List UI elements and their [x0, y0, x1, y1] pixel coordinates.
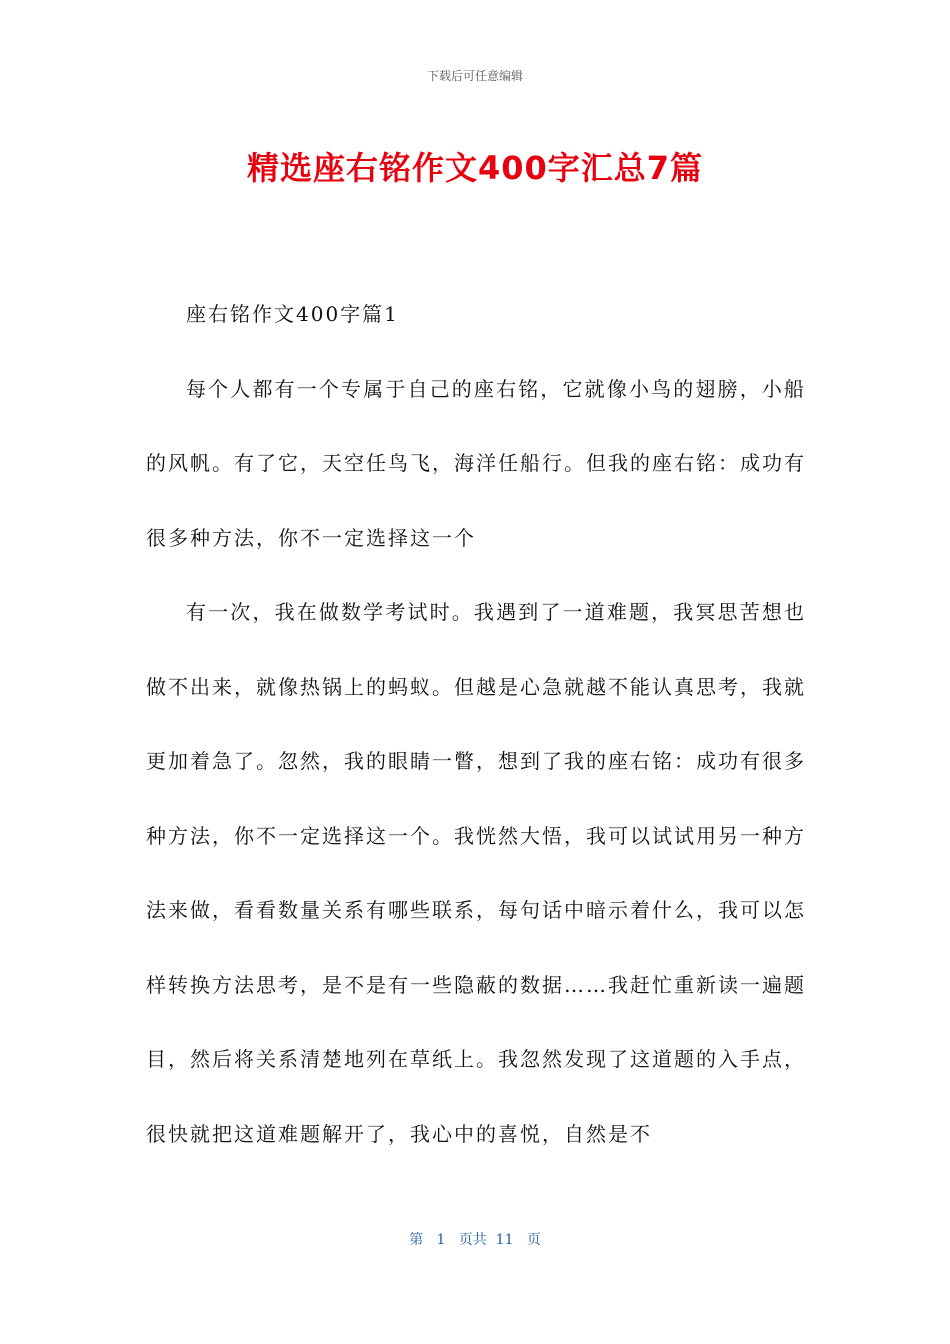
footer-current-page: 1 — [436, 1232, 446, 1248]
footer-total-pages: 11 — [495, 1232, 514, 1248]
footer-label-end: 页 — [526, 1232, 541, 1248]
header-note: 下载后可任意编辑 — [426, 69, 523, 83]
paragraph-1: 每个人都有一个专属于自己的座右铭，它就像小鸟的翅膀，小船的风帆。有了它，天空任鸟飞，海洋任船行。但我的座右铭：成功有很多种方法，你不一定选择这一个 — [146, 376, 806, 550]
section-heading: 座右铭作文400字篇1 — [186, 302, 399, 326]
footer-label-total: 页共 — [458, 1232, 487, 1248]
footer-label-page: 第 — [409, 1232, 424, 1248]
document-title: 精选座右铭作文400字汇总7篇 — [246, 149, 704, 187]
document-body — [146, 277, 806, 1171]
page-footer — [0, 1229, 950, 1249]
paragraph-2: 有一次，我在做数学考试时。我遇到了一道难题，我冥思苦想也做不出来，就像热锅上的蚂蚁。但越是心急就越不能认真思考，我就更加着急了。忽然，我的眼睛一瞥，想到了我的座右铭：成功有很多种方法，你不一定选择这一个。我恍然大悟，我可以试试用另一种方法来做，看看数量关系有哪些联系，每句话中暗示着什么，我可以怎样转换方法思考，是不是有一些隐蔽的数据……我赶忙重新读一遍题目，然后将关系清楚地列在草纸上。我忽然发现了这道题的入手点，很快就把这道难题解开了，我心中的喜悦，自然是不 — [146, 600, 806, 1146]
